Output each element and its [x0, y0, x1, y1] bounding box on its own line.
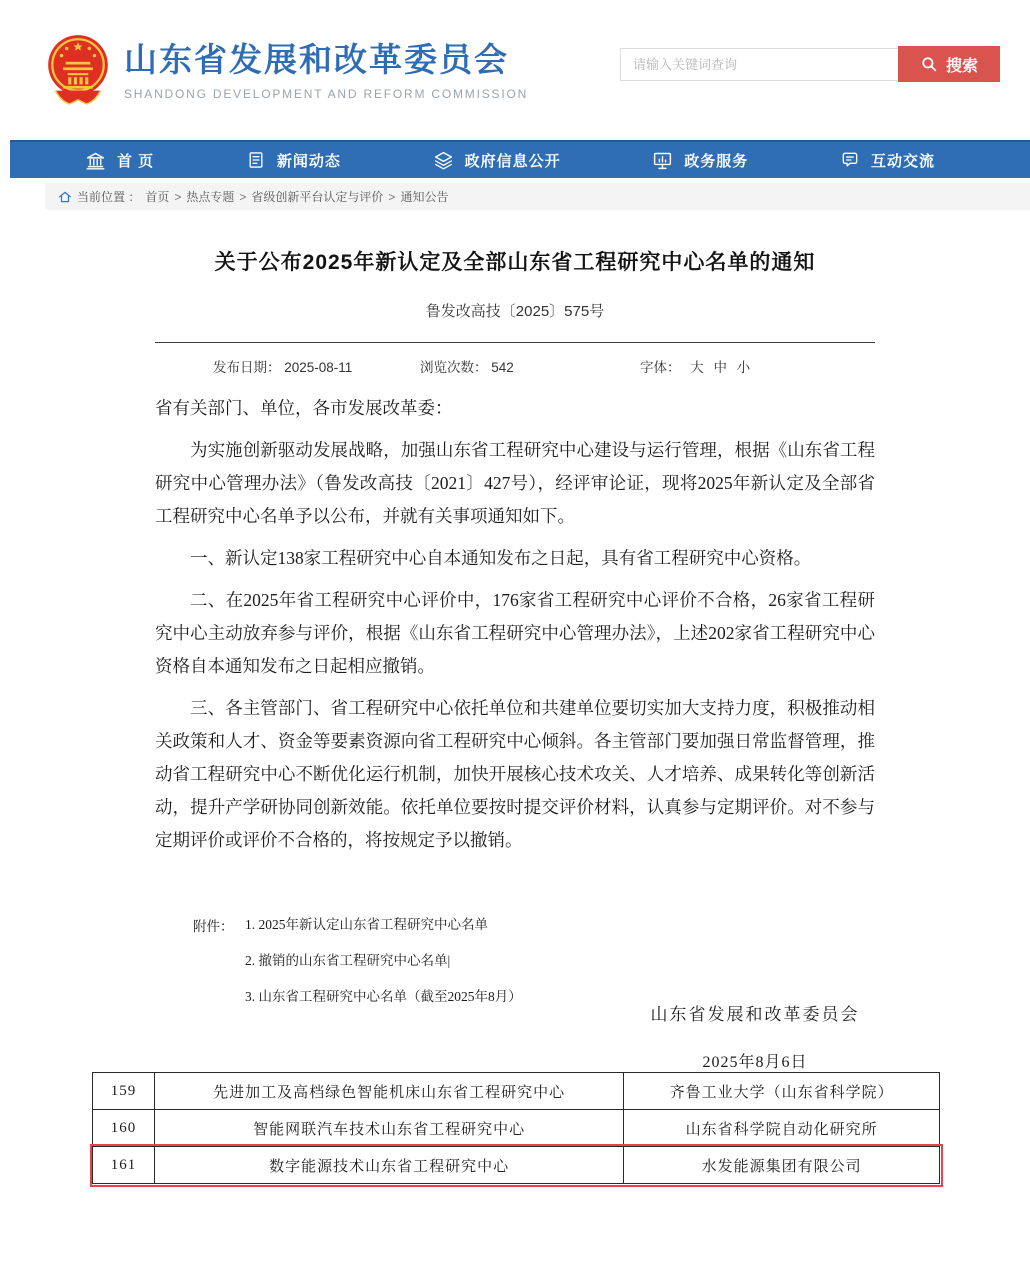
- breadcrumb-separator: >: [388, 189, 396, 204]
- table-row: [93, 1073, 940, 1110]
- attachment-link-1[interactable]: 1. 2025年新认定山东省工程研究中心名单: [245, 917, 488, 932]
- signature-block: [600, 1000, 910, 1072]
- attachment-link-3[interactable]: 3. 山东省工程研究中心名单（截至2025年8月）: [245, 989, 522, 1004]
- attachments-label: 附件：: [193, 919, 234, 934]
- national-emblem-icon: [46, 32, 110, 106]
- view-count: 浏览次数： 542: [420, 360, 514, 375]
- paragraph: 三、各主管部门、省工程研究中心依托单位和共建单位要切实加大支持力度，积极推动相关政策和人才、资金等要素资源向省工程研究中心倾斜。各主管部门要加强日常监督管理，推动省工程研究中心不断优化运行机制，加快开展核心技术攻关、人才培养、成果转化等创新活动，提升产学研协同创新效能。依托单位要按时提交评价材料，认真参与定期评价。对不参与定期评价或评价不合格的，将按规定予以撤销。: [155, 698, 875, 850]
- breadcrumb-platform-eval[interactable]: 省级创新平台认定与评价: [251, 190, 384, 204]
- document-number: 鲁发改高技〔2025〕575号: [425, 303, 605, 320]
- site-title: 山东省发展和改革委员会: [124, 41, 509, 78]
- breadcrumb-home[interactable]: 首页: [145, 190, 170, 204]
- search-button[interactable]: [898, 46, 1000, 82]
- site-header: [0, 0, 1030, 140]
- breadcrumb-separator: >: [239, 189, 247, 204]
- nav-item-gov-info[interactable]: [433, 150, 561, 171]
- layers-icon: [433, 150, 454, 171]
- centers-table: [92, 1072, 940, 1184]
- salutation: 省有关部门、单位，各市发展改革委：: [155, 398, 453, 418]
- nav-item-news[interactable]: [246, 150, 341, 171]
- monitor-icon: [652, 150, 673, 171]
- bank-icon: [85, 150, 106, 171]
- search-box: [620, 46, 1000, 82]
- font-size-large[interactable]: 大: [690, 360, 704, 375]
- search-button-label: 搜索: [945, 57, 978, 75]
- row-number: 160: [93, 1110, 155, 1147]
- breadcrumb-separator: >: [174, 189, 182, 204]
- nav-item-label: 政务服务: [684, 152, 749, 170]
- row-number: 159: [93, 1073, 155, 1110]
- breadcrumb-hot-topics[interactable]: 热点专题: [186, 190, 235, 204]
- search-input[interactable]: [620, 48, 898, 81]
- paragraph: 为实施创新驱动发展战略，加强山东省工程研究中心建设与运行管理，根据《山东省工程研究中心管理办法》（鲁发改高技〔2021〕427号），经评审论证，现将2025年新认定及全部省工程研究中心名单予以公布，并就有关事项通知如下。: [155, 440, 875, 526]
- nav-item-home[interactable]: [85, 150, 154, 171]
- home-icon: [58, 190, 72, 204]
- site-subtitle: SHANDONG DEVELOPMENT AND REFORM COMMISSION: [124, 86, 529, 101]
- signature-authority: 山东省发展和改革委员会: [650, 1005, 860, 1024]
- document-body: [155, 392, 875, 857]
- paragraph: 二、在2025年省工程研究中心评价中，176家省工程研究中心评价不合格，26家省工程研究中心主动放弃参与评价，根据《山东省工程研究中心管理办法》，上述202家省工程研究中心资格自本通知发布之日起相应撤销。: [155, 590, 875, 676]
- brand-text: [124, 32, 528, 101]
- nav-item-services[interactable]: [652, 150, 748, 171]
- center-name: 数字能源技术山东省工程研究中心: [154, 1147, 623, 1184]
- chat-icon: [840, 150, 860, 170]
- signature-date: 2025年8月6日: [702, 1054, 808, 1071]
- nav-item-label: 互动交流: [870, 152, 935, 170]
- search-icon: [920, 55, 938, 73]
- nav-item-label: 政府信息公开: [464, 152, 561, 170]
- breadcrumb-prefix: 当前位置 ：: [77, 190, 141, 204]
- table-row: [93, 1110, 940, 1147]
- document-title: 关于公布2025年新认定及全部山东省工程研究中心名单的通知: [214, 251, 816, 274]
- font-size-medium[interactable]: 中: [713, 360, 728, 375]
- news-icon: [246, 150, 266, 170]
- divider: [155, 342, 875, 343]
- font-size-control: 字体： 大 中 小: [640, 356, 750, 376]
- font-size-small[interactable]: 小: [736, 360, 751, 375]
- article: [155, 210, 875, 1015]
- nav-item-label: 首 页: [117, 152, 155, 170]
- breadcrumb: [45, 183, 1030, 210]
- organization: 山东省科学院自动化研究所: [624, 1110, 940, 1147]
- organization: 水发能源集团有限公司: [624, 1147, 940, 1184]
- table-row-highlighted: [93, 1147, 940, 1184]
- publish-date: 发布日期： 2025-08-11: [213, 360, 353, 375]
- nav-item-interaction[interactable]: [840, 150, 935, 171]
- nav-item-label: 新闻动态: [276, 152, 341, 170]
- attachment-link-2[interactable]: 2. 撤销的山东省工程研究中心名单|: [245, 953, 451, 968]
- center-name: 先进加工及高档绿色智能机床山东省工程研究中心: [154, 1073, 623, 1110]
- article-meta: [155, 356, 875, 376]
- site-logo[interactable]: [46, 32, 528, 106]
- main-nav: [10, 140, 1030, 178]
- breadcrumb-notices[interactable]: 通知公告: [400, 190, 449, 204]
- organization: 齐鲁工业大学（山东省科学院）: [624, 1073, 940, 1110]
- paragraph: 一、新认定138家工程研究中心自本通知发布之日起，具有省工程研究中心资格。: [190, 548, 812, 568]
- row-number: 161: [93, 1147, 155, 1184]
- center-name: 智能网联汽车技术山东省工程研究中心: [154, 1110, 623, 1147]
